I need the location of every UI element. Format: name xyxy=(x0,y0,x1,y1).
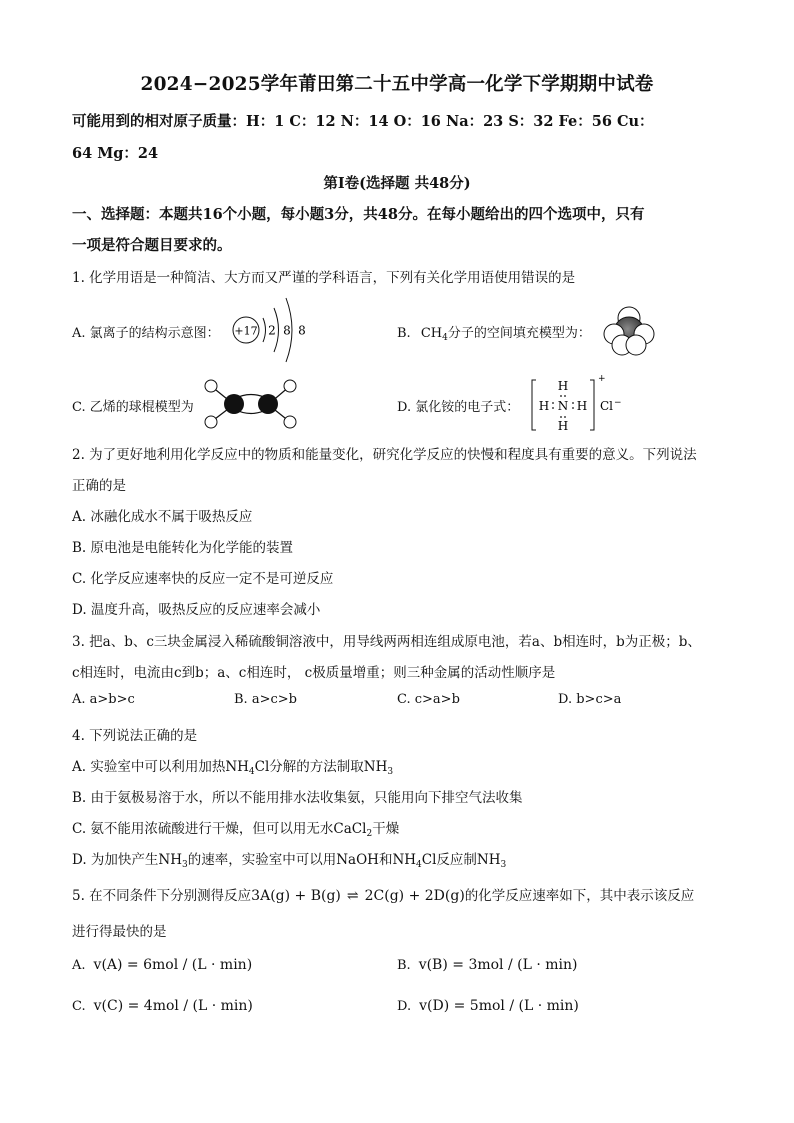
nucleus-charge: +17 xyxy=(234,324,258,338)
svg-text:N: N xyxy=(557,399,569,413)
q3-option-c: C. c>a>b xyxy=(397,692,460,707)
q3-stem-2: c相连时，电流由c到b；a、c相连时， c极质量增重；则三种金属的活动性顺序是 xyxy=(72,665,556,681)
shell-1-electrons: 2 xyxy=(268,323,276,338)
q5-option-d: D. v(D) = 5mol / (L · min) xyxy=(397,998,579,1014)
q3-option-a: A. a>b>c xyxy=(72,692,135,707)
q4-option-a: A. 实验室中可以利用加热$NH_4Cl$分解的方法制取$NH_3$ xyxy=(72,759,394,777)
chlorine-ion-structure-diagram xyxy=(228,292,318,368)
q5-option-a: A. v(A) = 6mol / (L · min) xyxy=(72,957,253,973)
svg-text:Cl: Cl xyxy=(600,399,614,413)
atomic-mass-line-1: 可能用到的相对原子质量：H：1 C：12 N：14 O：16 Na：23 S：32 Fe：56 Cu： xyxy=(72,113,654,130)
q4-stem: 4. 下列说法正确的是 xyxy=(72,728,198,744)
q1-stem: 1. 化学用语是一种简洁、大方而又严谨的学科语言，下列有关化学用语使用错误的是 xyxy=(72,270,576,286)
part-title: 第Ⅰ卷(选择题 共48分) xyxy=(323,175,471,192)
q3-stem-1: 3. 把a、b、c三块金属浸入稀硫酸铜溶液中，用导线两两相连组成原电池，若a、b相连时，b为正极；b、 xyxy=(72,634,701,650)
q4-option-b: B. 由于氨极易溶于水，所以不能用排水法收集氨，只能用向下排空气法收集 xyxy=(72,790,523,806)
ammonium-chloride-electron-formula xyxy=(528,372,628,436)
q1-option-c: C. 乙烯的球棍模型为 xyxy=(72,400,194,415)
q1-option-b-label: B. xyxy=(397,326,411,341)
q3-option-b: B. a>c>b xyxy=(234,692,297,707)
svg-text:H: H xyxy=(557,419,569,433)
q4-option-c: C. 氨不能用浓硫酸进行干燥，但可以用无水CaCl$_2$干燥 xyxy=(72,821,400,839)
q5-stem-1 xyxy=(72,884,694,904)
svg-text:H: H xyxy=(576,399,588,413)
section-instruction-1: 一、选择题：本题共16个小题，每小题3分，共48分。在每小题给出的四个选项中，只有 xyxy=(72,206,645,223)
q5-option-c: C. v(C) = 4mol / (L · min) xyxy=(72,998,253,1014)
svg-text:H: H xyxy=(557,379,569,393)
q5-stem-post: 的化学反应速率如下，其中表示该反应 xyxy=(464,888,695,904)
atomic-mass-line-2: 64 Mg：24 xyxy=(72,145,159,162)
methane-space-filling-model xyxy=(602,306,656,358)
q5-equation-right: 2C(g) + 2D(g) xyxy=(364,888,465,904)
q5-equation-arrow: ⇌ xyxy=(346,888,359,904)
q2-stem-2: 正确的是 xyxy=(72,478,126,494)
q4-option-d: D. 为加快产生$NH_3$的速率，实验室中可以用NaOH和$NH_4Cl$反应制$NH_3$ xyxy=(72,852,507,870)
q5-stem-pre: 5. 在不同条件下分别测得反应 xyxy=(72,888,252,904)
q2-option-c: C. 化学反应速率快的反应一定不是可逆反应 xyxy=(72,571,334,587)
q1-option-d: D. 氯化铵的电子式： xyxy=(397,400,520,415)
section-instruction-2: 一项是符合题目要求的。 xyxy=(72,237,232,254)
q5-stem-2: 进行得最快的是 xyxy=(72,924,167,940)
q1-option-a: A. 氯离子的结构示意图： xyxy=(72,326,220,341)
methane-formula: $CH_4$ xyxy=(420,326,448,343)
q5-option-b: B. v(B) = 3mol / (L · min) xyxy=(397,957,578,973)
ethylene-ball-stick-model xyxy=(198,376,304,432)
page-title: 2024−2025学年莆田第二十五中学高一化学下学期期中试卷 xyxy=(140,74,654,95)
q2-stem-1: 2. 为了更好地利用化学反应中的物质和能量变化，研究化学反应的快慢和程度具有重要的意义。下列说法 xyxy=(72,447,697,463)
q2-option-b: B. 原电池是电能转化为化学能的装置 xyxy=(72,540,294,556)
q1-option-b-text: 分子的空间填充模型为： xyxy=(447,326,591,341)
shell-2-electrons: 8 xyxy=(283,323,291,338)
shell-3-electrons: 8 xyxy=(298,323,306,338)
svg-text:+: + xyxy=(598,374,606,384)
q3-option-d: D. b>c>a xyxy=(558,692,622,707)
svg-text:H: H xyxy=(538,399,550,413)
q2-option-a: A. 冰融化成水不属于吸热反应 xyxy=(72,509,253,525)
q5-equation-left: 3A(g) + B(g) xyxy=(251,888,341,904)
q1-option-b xyxy=(397,322,591,341)
svg-text:−: − xyxy=(614,398,622,408)
q2-option-d: D. 温度升高，吸热反应的反应速率会减小 xyxy=(72,602,321,618)
